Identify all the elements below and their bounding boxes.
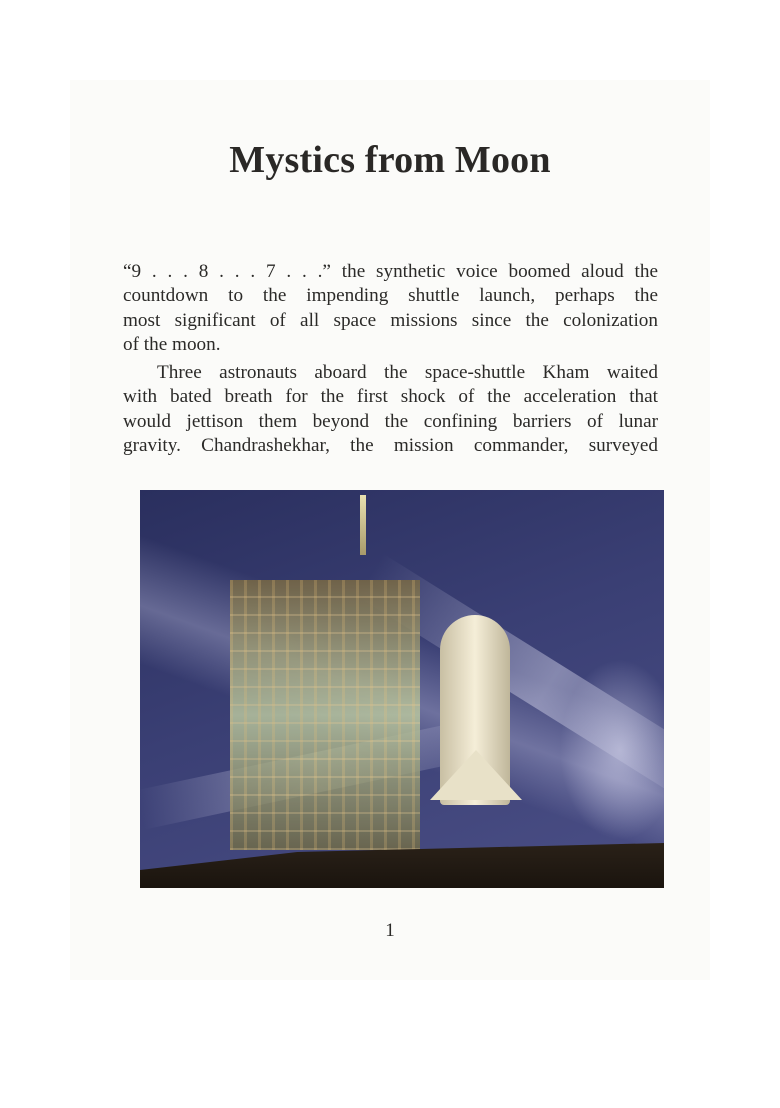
chapter-title: Mystics from Moon bbox=[229, 139, 551, 181]
body-text bbox=[123, 260, 658, 458]
text-line: countdown to the impending shuttle launch, perhaps the bbox=[123, 285, 658, 307]
text-line: with bated breath for the first shock of the acceleration that bbox=[123, 386, 658, 408]
shuttle-launch-photo bbox=[140, 490, 664, 888]
page-number: 1 bbox=[385, 920, 395, 941]
text-line: of the moon. bbox=[123, 333, 221, 355]
text-line: “9 . . . 8 . . . 7 . . .” the synthetic voice boomed aloud the bbox=[123, 261, 658, 282]
text-line: would jettison them beyond the confining barriers of lunar bbox=[123, 410, 658, 432]
launch-tower bbox=[230, 580, 420, 850]
text-line: most significant of all space missions since the colonization bbox=[123, 309, 658, 331]
text-line: Three astronauts aboard the space-shuttle Kham waited bbox=[157, 362, 658, 384]
text-line: gravity. Chandrashekhar, the mission commander, surveyed bbox=[123, 435, 658, 457]
